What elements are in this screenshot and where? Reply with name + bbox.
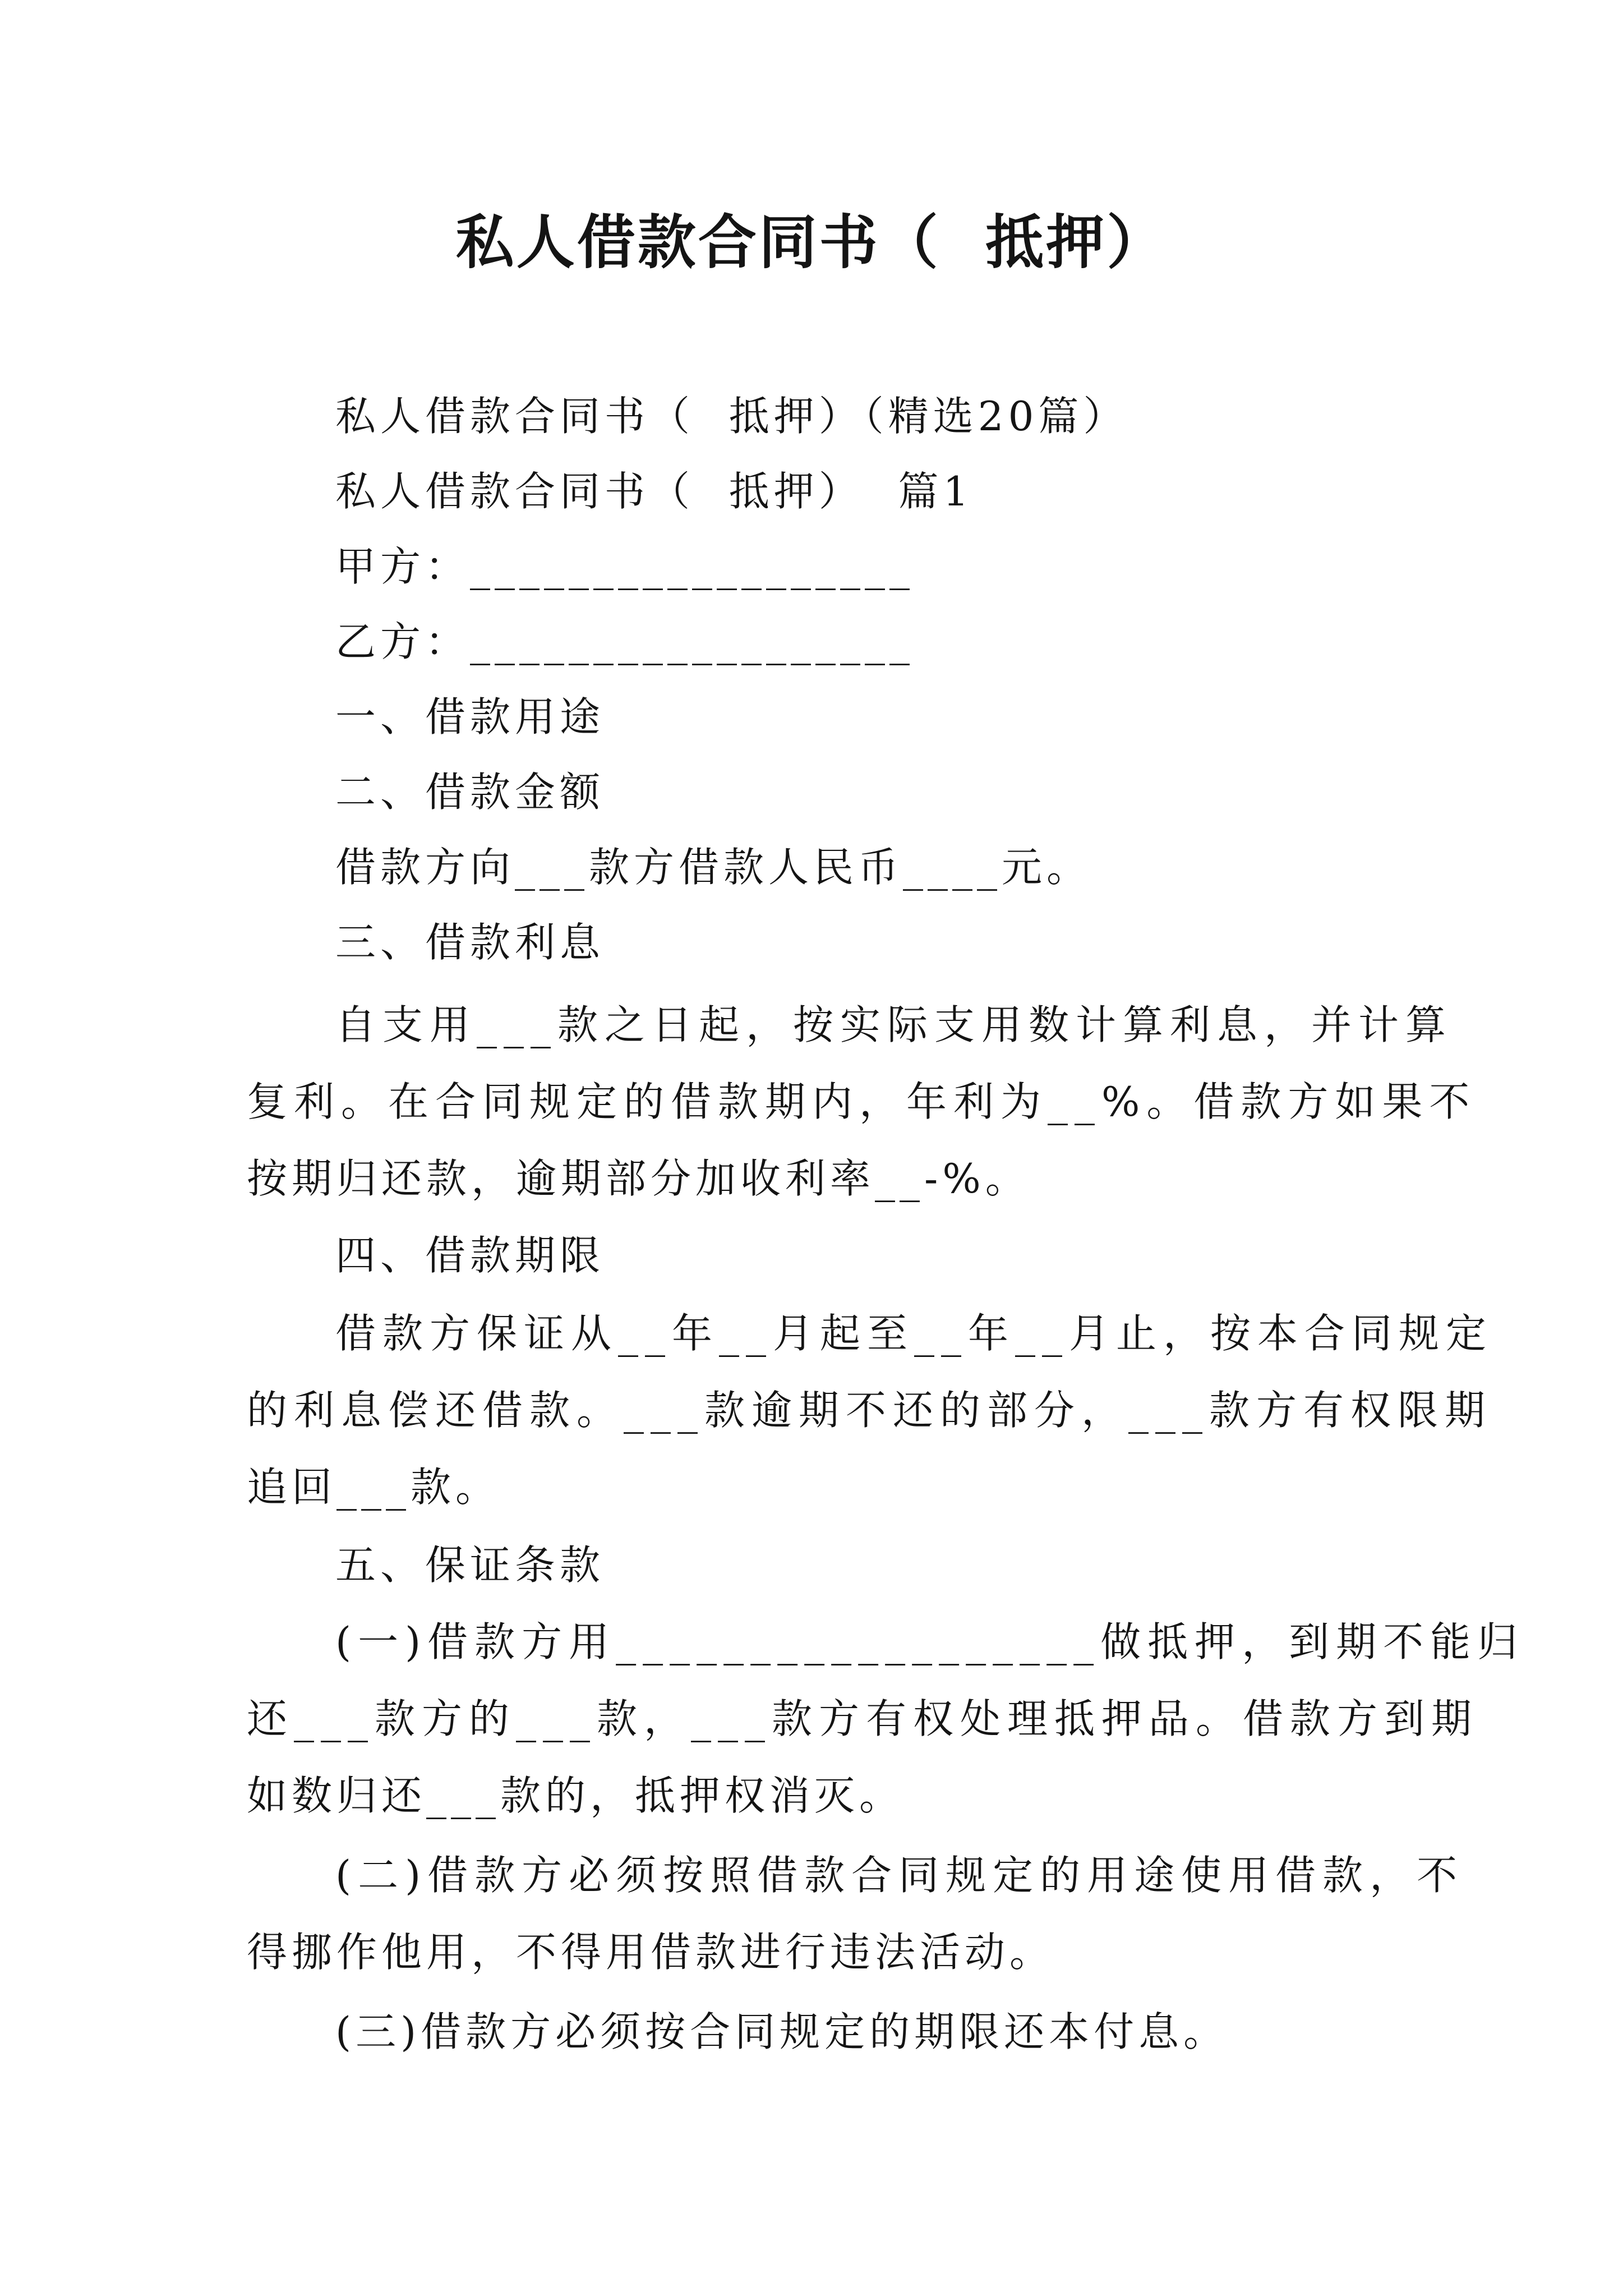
paragraph-line: 如数归还___款的，抵押权消灭。 bbox=[247, 1772, 905, 1819]
paragraph-line: 按期归还款，逾期部分加收利率__-%。 bbox=[247, 1155, 1030, 1202]
subtitle-part-1: 私人借款合同书（ 抵押） 篇1 bbox=[335, 468, 974, 515]
paragraph-line: 借款方保证从__年__月起至__年__月止，按本合同规定 bbox=[335, 1310, 1493, 1357]
paragraph-line: 复利。在合同规定的借款期内，年利为__%。借款方如果不 bbox=[247, 1078, 1477, 1125]
section-heading-2: 二、借款金额 bbox=[335, 769, 605, 816]
section-heading-4: 四、借款期限 bbox=[335, 1232, 605, 1279]
paragraph-line: 追回___款。 bbox=[247, 1464, 501, 1511]
paragraph-line: (二)借款方必须按照借款合同规定的用途使用借款，不 bbox=[335, 1852, 1464, 1899]
paragraph-line: 还___款方的___款，___款方有权处理抵押品。借款方到期 bbox=[247, 1695, 1479, 1742]
paragraph-line: 自支用___款之日起，按实际支用数计算利息，并计算 bbox=[335, 1001, 1453, 1048]
paragraph-line: 借款方向___款方借款人民币____元。 bbox=[335, 844, 1092, 891]
paragraph-line: (三)借款方必须按合同规定的期限还本付息。 bbox=[335, 2008, 1229, 2055]
party-b-line: 乙方：__________________ bbox=[335, 618, 915, 665]
section-heading-3: 三、借款利息 bbox=[335, 919, 605, 966]
section-heading-5: 五、保证条款 bbox=[335, 1542, 605, 1589]
paragraph-line: (一)借款方用__________________做抵押，到期不能归 bbox=[335, 1618, 1525, 1665]
document-title: 私人借款合同书（ 抵押） bbox=[455, 208, 1168, 277]
paragraph-line: 的利息偿还借款。___款逾期不还的部分，___款方有权限期 bbox=[247, 1387, 1492, 1434]
party-a-line: 甲方：__________________ bbox=[335, 543, 915, 590]
subtitle-collection: 私人借款合同书（ 抵押）（精选20篇） bbox=[335, 393, 1128, 440]
section-heading-1: 一、借款用途 bbox=[335, 693, 605, 740]
paragraph-line: 得挪作他用，不得用借款进行违法活动。 bbox=[247, 1929, 1055, 1976]
